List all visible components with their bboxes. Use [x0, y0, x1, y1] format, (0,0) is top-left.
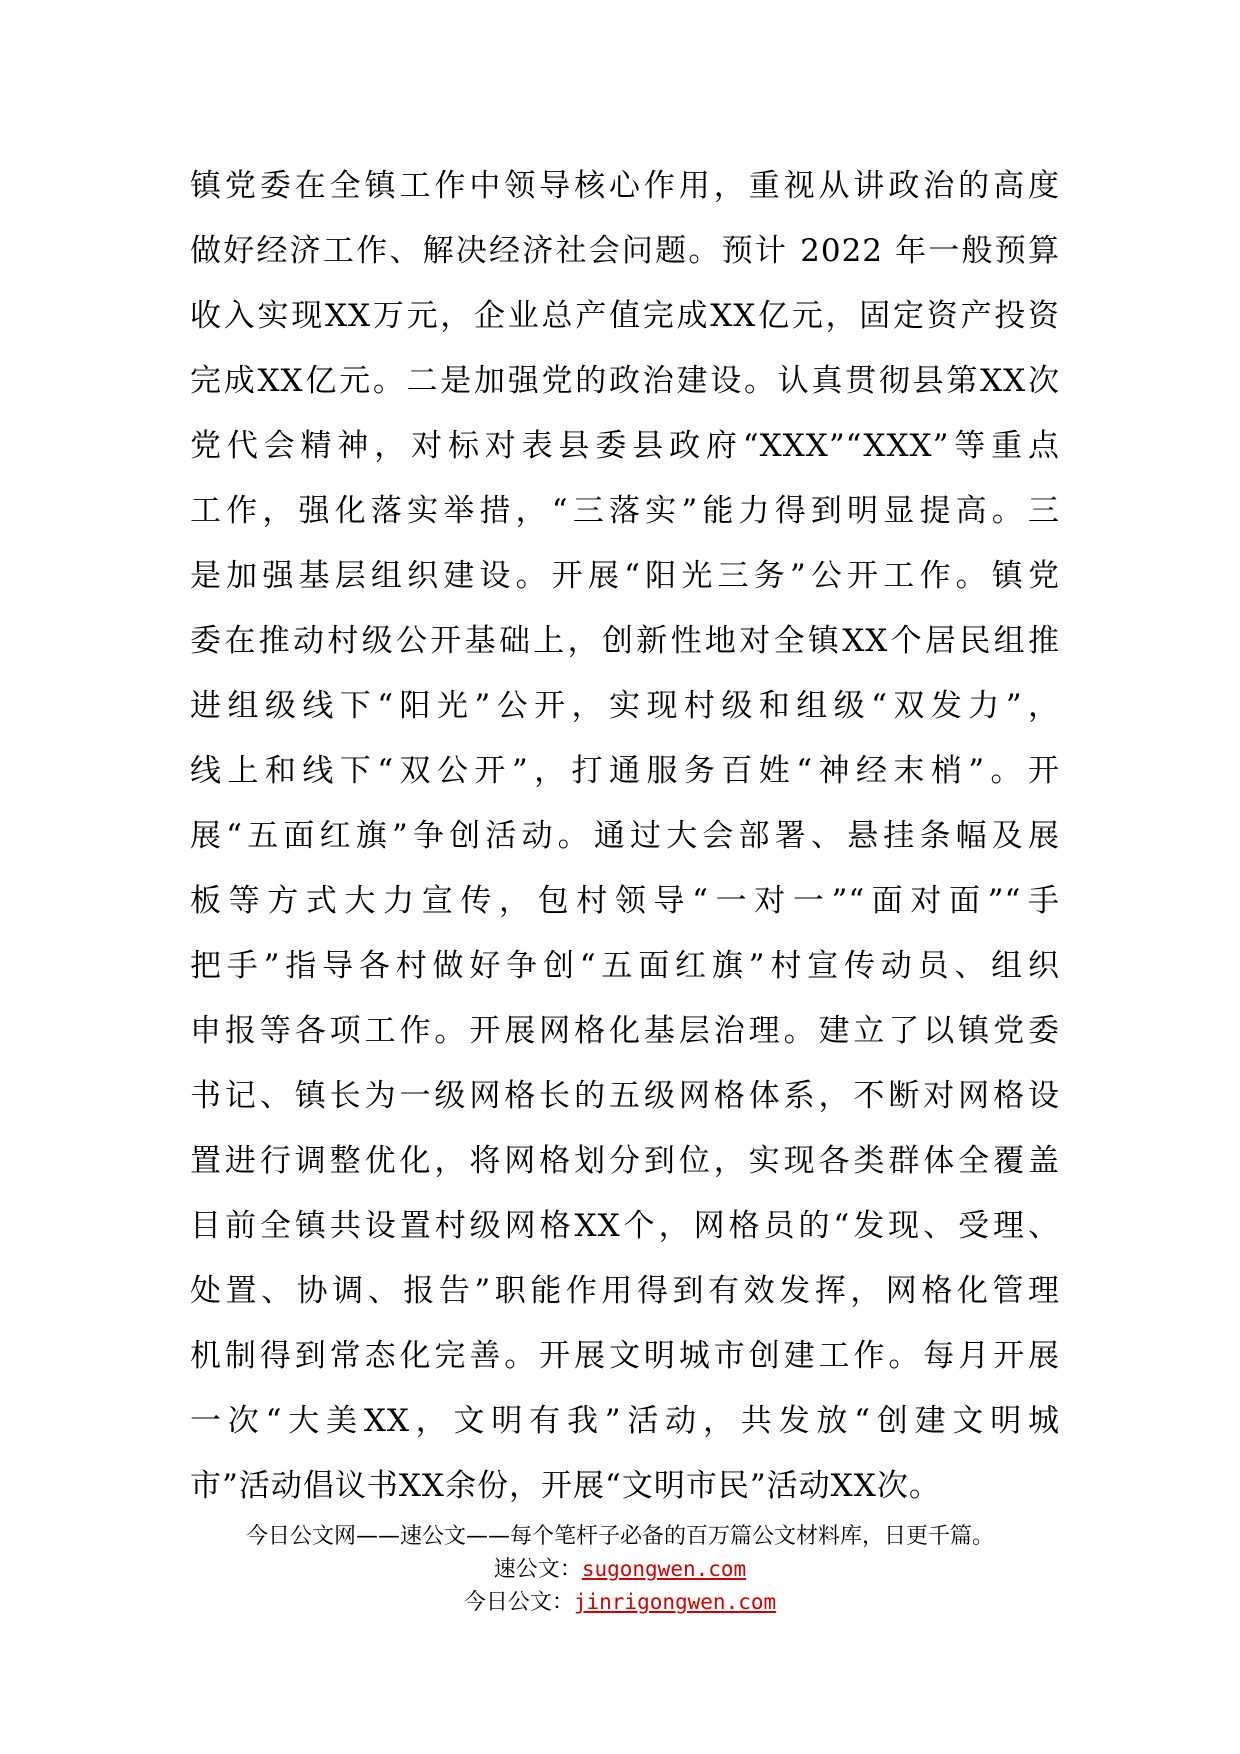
- body-line: 进组级线下“阳光”公开，实现村级和组级“双发力”，: [190, 688, 1060, 724]
- page-footer: [0, 1520, 1240, 1619]
- body-line: 书记、镇长为一级网格长的五级网格体系，不断对网格设: [190, 1078, 1060, 1114]
- body-line: 机制得到常态化完善。开展文明城市创建工作。每月开展: [190, 1338, 1060, 1374]
- body-line: 收入实现XX万元，企业总产值完成XX亿元，固定资产投资: [190, 298, 1060, 334]
- body-line: 线上和线下“双公开”，打通服务百姓“神经末梢”。开: [190, 753, 1060, 789]
- body-line: 申报等各项工作。开展网格化基层治理。建立了以镇党委: [190, 1013, 1060, 1049]
- body-line: 党代会精神，对标对表县委县政府“XXX”“XXX”等重点: [190, 428, 1060, 464]
- body-line: 市”活动倡议书XX余份，开展“文明市民”活动XX次。: [190, 1468, 941, 1504]
- body-line: 把手”指导各村做好争创“五面红旗”村宣传动员、组织: [190, 948, 1060, 984]
- body-line: 工作，强化落实举措，“三落实”能力得到明显提高。三: [190, 493, 1060, 529]
- body-line: 委在推动村级公开基础上，创新性地对全镇XX个居民组推: [190, 623, 1060, 659]
- body-line: 镇党委在全镇工作中领导核心作用，重视从讲政治的高度: [190, 168, 1060, 204]
- body-line: 板等方式大力宣传，包村领导“一对一”“面对面”“手: [190, 883, 1060, 919]
- body-line: 目前全镇共设置村级网格XX个，网格员的“发现、受理、: [190, 1208, 1060, 1244]
- body-line: 做好经济工作、解决经济社会问题。预计 2022 年一般预算: [190, 233, 1060, 269]
- body-line: 一次“大美XX，文明有我”活动，共发放“创建文明城: [190, 1403, 1060, 1439]
- footer-link-row-2: [0, 1586, 1240, 1619]
- body-line: 完成XX亿元。二是加强党的政治建设。认真贯彻县第XX次: [190, 363, 1060, 399]
- jinrigongwen-link[interactable]: jinrigongwen.com: [573, 1590, 777, 1614]
- body-paragraph: [190, 154, 1060, 1519]
- sugongwen-link[interactable]: sugongwen.com: [581, 1557, 747, 1581]
- body-line: 展“五面红旗”争创活动。通过大会部署、悬挂条幅及展: [190, 818, 1060, 854]
- footer-link-1-label: 速公文：: [493, 1557, 582, 1582]
- footer-link-row-1: [0, 1553, 1240, 1586]
- footer-link-2-label: 今日公文：: [463, 1590, 574, 1615]
- body-line: 处置、协调、报告”职能作用得到有效发挥，网格化管理: [190, 1273, 1060, 1309]
- body-line: 置进行调整优化，将网格划分到位，实现各类群体全覆盖: [190, 1143, 1060, 1179]
- body-line: 是加强基层组织建设。开展“阳光三务”公开工作。镇党: [190, 558, 1060, 594]
- footer-tagline: 今日公文网——速公文——每个笔杆子必备的百万篇公文材料库，日更千篇。: [245, 1524, 994, 1549]
